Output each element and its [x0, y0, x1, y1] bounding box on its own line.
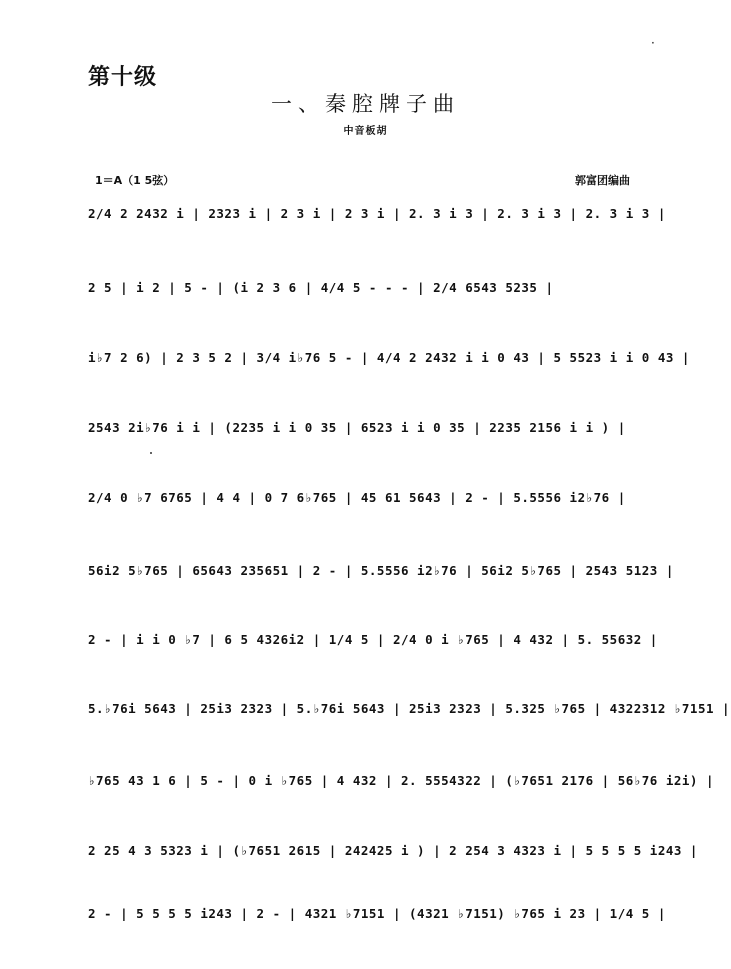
score-line-8 — [88, 694, 731, 724]
score-line-notes: i♭7 2 6) | 2 3 5 2 | 3/4 i♭76 5 - | 4/4 2 2432 i i 0 43 | 5 5523 i i 0 43 | — [88, 350, 690, 365]
instrument-label: 中音板胡 — [343, 126, 388, 137]
score-line-2 — [88, 273, 658, 303]
score-line-notes: ♭765 43 1 6 | 5 - | 0 i ♭765 | 4 432 | 2. 5554322 | (♭7651 2176 | 56♭76 i2i) | — [88, 773, 714, 788]
score-line-notes: 2 5 | i 2 | 5 - | (i 2 3 6 | 4/4 5 - - - | 2/4 6543 5235 | — [88, 280, 554, 295]
score-line-3 — [88, 343, 690, 373]
composer-credit: 郭富团编曲 — [575, 174, 630, 187]
score-line-notes: 2/4 0 ♭7 6765 | 4 4 | 0 7 6♭765 | 45 61 5643 | 2 - | 5.5556 i2♭76 | — [88, 490, 626, 505]
score-line-notes: 2543 2i♭76 i i | (2235 i i 0 35 | 6523 i i 0 35 | 2235 2156 i i ) | — [88, 420, 626, 435]
score-line-notes: 5.♭76i 5643 | 25i3 2323 | 5.♭76i 5643 | 25i3 2323 | 5.325 ♭765 | 4322312 ♭7151 | — [88, 701, 731, 716]
corner-mark: · — [651, 36, 655, 50]
score-line-1 — [88, 199, 666, 229]
score-line-notes: 2 - | i i 0 ♭7 | 6 5 4326i2 | 1/4 5 | 2/4 0 i ♭765 | 4 432 | 5. 55632 | — [88, 632, 658, 647]
score-line-notes: 2/4 2 2432 i | 2323 i | 2 3 i | 2 3 i | 2. 3 i 3 | 2. 3 i 3 | 2. 3 i 3 | — [88, 206, 666, 221]
stray-dot — [150, 452, 152, 454]
score-line-7 — [88, 625, 658, 655]
score-line-notes: 2 25 4 3 5323 i | (♭7651 2615 | 242425 i ) | 2 254 3 4323 i | 5 5 5 5 i243 | — [88, 843, 698, 858]
score-line-9 — [88, 766, 714, 796]
score-line-notes: 2 - | 5 5 5 5 i243 | 2 - | 4321 ♭7151 | (4321 ♭7151) ♭765 i 23 | 1/4 5 | — [88, 906, 666, 921]
piece-title: 一、秦腔牌子曲 — [271, 92, 460, 116]
score-line-4 — [88, 413, 658, 443]
score-line-6 — [88, 556, 674, 586]
key-signature: 1＝A（1 5弦） — [95, 174, 175, 187]
score-line-10 — [88, 836, 698, 866]
score-line-notes: 56i2 5♭765 | 65643 235651 | 2 - | 5.5556 i2♭76 | 56i2 5♭765 | 2543 5123 | — [88, 563, 674, 578]
score-line-11 — [88, 899, 666, 929]
level-heading: 第十级 — [88, 65, 158, 90]
score-line-5 — [88, 483, 658, 513]
